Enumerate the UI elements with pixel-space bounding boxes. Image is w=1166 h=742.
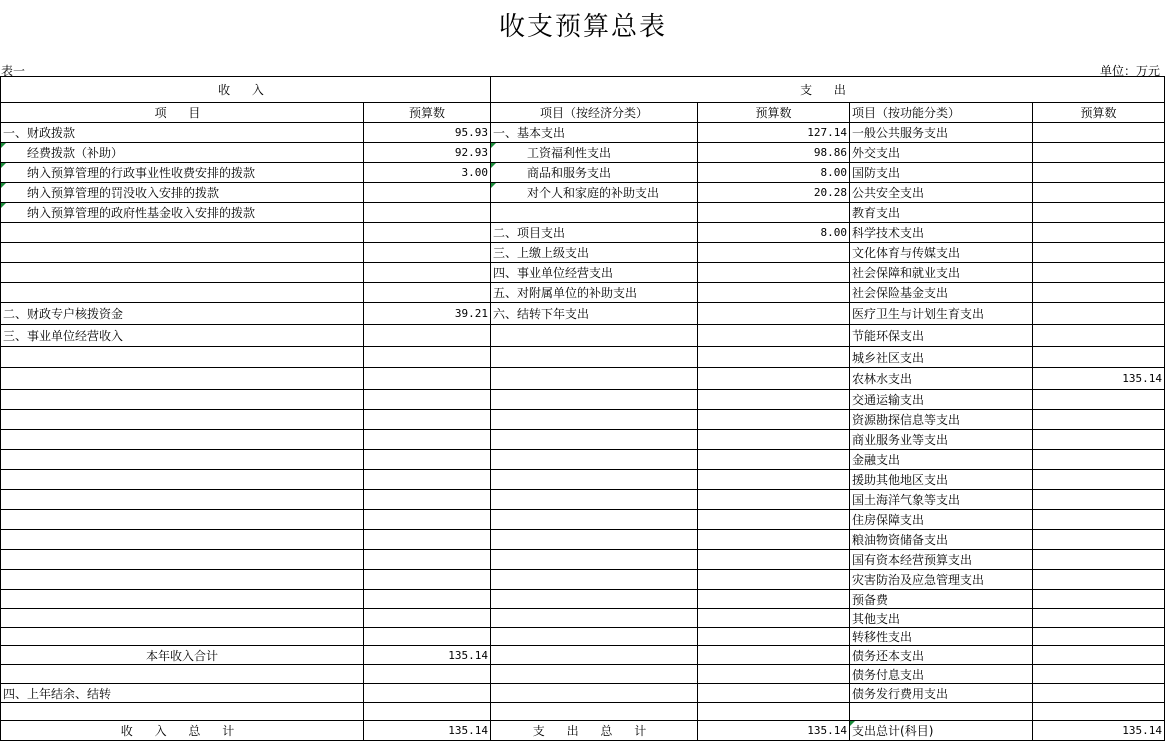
table-row — [1, 283, 1165, 303]
expense-section-header: 支 出 — [491, 77, 1165, 103]
func-item-cell: 转移性支出 — [850, 628, 1033, 646]
income-item-cell: 本年收入合计 — [1, 646, 364, 665]
func-budget-cell — [1033, 628, 1165, 646]
table-row — [1, 243, 1165, 263]
econ-budget-cell — [698, 646, 850, 665]
func-item-cell: 节能环保支出 — [850, 325, 1033, 347]
table-row — [1, 347, 1165, 368]
func-item-cell: 援助其他地区支出 — [850, 470, 1033, 490]
expense-total-label: 支 出 总 计 — [491, 721, 698, 741]
func-budget-cell — [1033, 470, 1165, 490]
table-row — [1, 203, 1165, 223]
table-row — [1, 590, 1165, 609]
unit-label: 单位：万元 — [1099, 64, 1160, 78]
econ-item-header: 项目（按经济分类） — [491, 103, 698, 123]
table-row — [1, 490, 1165, 510]
income-budget-cell — [364, 609, 491, 628]
income-budget-cell — [364, 470, 491, 490]
page-title: 收支预算总表 — [498, 12, 667, 42]
econ-budget-cell — [698, 703, 850, 721]
table-row — [1, 703, 1165, 721]
income-item-cell — [1, 628, 364, 646]
income-item-cell — [1, 243, 364, 263]
econ-budget-cell: 98.86 — [698, 143, 850, 163]
econ-item-cell: 工资福利性支出 — [491, 143, 698, 163]
func-budget-cell — [1033, 263, 1165, 283]
econ-budget-cell — [698, 430, 850, 450]
econ-item-cell — [491, 390, 698, 410]
econ-budget-cell — [698, 303, 850, 325]
income-item-cell — [1, 490, 364, 510]
func-budget-cell — [1033, 490, 1165, 510]
func-total-value: 135.14 — [1033, 721, 1165, 741]
econ-budget-header: 预算数 — [698, 103, 850, 123]
table-row — [1, 143, 1165, 163]
func-item-cell: 金融支出 — [850, 450, 1033, 470]
econ-budget-cell — [698, 490, 850, 510]
table-row — [1, 550, 1165, 570]
income-item-cell — [1, 410, 364, 430]
income-item-cell — [1, 665, 364, 684]
income-item-cell — [1, 368, 364, 390]
income-budget-cell — [364, 183, 491, 203]
table-row — [1, 368, 1165, 390]
econ-budget-cell — [698, 570, 850, 590]
func-item-cell: 农林水支出 — [850, 368, 1033, 390]
econ-budget-cell — [698, 368, 850, 390]
func-item-cell: 债务发行费用支出 — [850, 684, 1033, 703]
income-item-header: 项 目 — [1, 103, 364, 123]
func-item-cell: 其他支出 — [850, 609, 1033, 628]
econ-item-cell — [491, 470, 698, 490]
econ-budget-cell — [698, 243, 850, 263]
econ-item-cell — [491, 368, 698, 390]
income-item-cell — [1, 609, 364, 628]
income-item-cell: 纳入预算管理的政府性基金收入安排的拨款 — [1, 203, 364, 223]
func-budget-cell — [1033, 303, 1165, 325]
income-item-cell — [1, 390, 364, 410]
income-budget-header: 预算数 — [364, 103, 491, 123]
econ-budget-cell — [698, 550, 850, 570]
income-item-cell — [1, 530, 364, 550]
income-budget-cell — [364, 450, 491, 470]
income-item-cell — [1, 570, 364, 590]
econ-budget-cell — [698, 510, 850, 530]
income-item-cell — [1, 510, 364, 530]
func-item-cell — [850, 703, 1033, 721]
econ-item-cell — [491, 550, 698, 570]
income-budget-cell — [364, 223, 491, 243]
econ-item-cell: 对个人和家庭的补助支出 — [491, 183, 698, 203]
table-row — [1, 430, 1165, 450]
income-budget-cell — [364, 510, 491, 530]
income-item-cell: 四、上年结余、结转 — [1, 684, 364, 703]
func-budget-cell — [1033, 703, 1165, 721]
table-row — [1, 450, 1165, 470]
func-budget-cell — [1033, 570, 1165, 590]
func-item-cell: 医疗卫生与计划生育支出 — [850, 303, 1033, 325]
econ-item-cell — [491, 530, 698, 550]
expense-total-value: 135.14 — [698, 721, 850, 741]
income-budget-cell — [364, 628, 491, 646]
income-budget-cell — [364, 325, 491, 347]
econ-item-cell: 四、事业单位经营支出 — [491, 263, 698, 283]
func-item-cell: 公共安全支出 — [850, 183, 1033, 203]
income-budget-cell: 3.00 — [364, 163, 491, 183]
func-budget-cell — [1033, 550, 1165, 570]
func-item-cell: 住房保障支出 — [850, 510, 1033, 530]
econ-budget-cell — [698, 347, 850, 368]
table-row — [1, 325, 1165, 347]
income-item-cell — [1, 450, 364, 470]
econ-item-cell — [491, 703, 698, 721]
func-item-cell: 资源勘探信息等支出 — [850, 410, 1033, 430]
table-row — [1, 684, 1165, 703]
income-budget-cell: 95.93 — [364, 123, 491, 143]
table-row — [1, 390, 1165, 410]
econ-item-cell — [491, 570, 698, 590]
func-item-cell: 债务还本支出 — [850, 646, 1033, 665]
econ-item-cell — [491, 510, 698, 530]
income-item-cell — [1, 263, 364, 283]
income-budget-cell — [364, 570, 491, 590]
func-budget-cell — [1033, 143, 1165, 163]
func-item-cell: 灾害防治及应急管理支出 — [850, 570, 1033, 590]
func-item-cell: 交通运输支出 — [850, 390, 1033, 410]
income-item-cell — [1, 470, 364, 490]
income-budget-cell — [364, 243, 491, 263]
income-budget-cell: 92.93 — [364, 143, 491, 163]
func-item-cell: 商业服务业等支出 — [850, 430, 1033, 450]
econ-item-cell — [491, 684, 698, 703]
income-budget-cell — [364, 410, 491, 430]
table-row — [1, 223, 1165, 243]
econ-item-cell: 一、基本支出 — [491, 123, 698, 143]
econ-item-cell — [491, 450, 698, 470]
income-budget-cell — [364, 684, 491, 703]
func-budget-cell — [1033, 510, 1165, 530]
func-budget-cell — [1033, 163, 1165, 183]
func-item-cell: 债务付息支出 — [850, 665, 1033, 684]
econ-budget-cell — [698, 684, 850, 703]
econ-item-cell: 商品和服务支出 — [491, 163, 698, 183]
budget-table — [0, 76, 1165, 741]
table-row — [1, 609, 1165, 628]
income-item-cell — [1, 590, 364, 609]
econ-item-cell — [491, 347, 698, 368]
econ-budget-cell — [698, 390, 850, 410]
econ-budget-cell: 20.28 — [698, 183, 850, 203]
income-budget-cell — [364, 550, 491, 570]
func-item-cell: 文化体育与传媒支出 — [850, 243, 1033, 263]
total-row — [1, 721, 1165, 741]
func-budget-cell — [1033, 325, 1165, 347]
func-budget-cell — [1033, 530, 1165, 550]
func-total-label: 支出总计(科目) — [850, 721, 1033, 741]
func-item-cell: 城乡社区支出 — [850, 347, 1033, 368]
econ-budget-cell — [698, 263, 850, 283]
func-item-cell: 国防支出 — [850, 163, 1033, 183]
func-item-cell: 预备费 — [850, 590, 1033, 609]
func-item-cell: 国有资本经营预算支出 — [850, 550, 1033, 570]
table-row — [1, 510, 1165, 530]
econ-item-cell: 五、对附属单位的补助支出 — [491, 283, 698, 303]
func-item-cell: 教育支出 — [850, 203, 1033, 223]
func-budget-cell — [1033, 665, 1165, 684]
func-budget-cell — [1033, 223, 1165, 243]
func-item-cell: 国土海洋气象等支出 — [850, 490, 1033, 510]
func-budget-header: 预算数 — [1033, 103, 1165, 123]
econ-item-cell — [491, 410, 698, 430]
econ-item-cell — [491, 628, 698, 646]
income-item-cell: 纳入预算管理的罚没收入安排的拨款 — [1, 183, 364, 203]
income-item-cell — [1, 550, 364, 570]
income-item-cell — [1, 283, 364, 303]
income-budget-cell — [364, 283, 491, 303]
income-budget-cell: 135.14 — [364, 646, 491, 665]
econ-budget-cell — [698, 283, 850, 303]
func-budget-cell: 135.14 — [1033, 368, 1165, 390]
econ-budget-cell — [698, 450, 850, 470]
income-budget-cell — [364, 368, 491, 390]
income-section-header: 收 入 — [1, 77, 491, 103]
income-budget-cell: 39.21 — [364, 303, 491, 325]
table-row — [1, 163, 1165, 183]
income-item-cell — [1, 703, 364, 721]
func-item-cell: 科学技术支出 — [850, 223, 1033, 243]
income-item-cell — [1, 223, 364, 243]
income-budget-cell — [364, 263, 491, 283]
income-budget-cell — [364, 665, 491, 684]
income-total-value: 135.14 — [364, 721, 491, 741]
income-budget-cell — [364, 390, 491, 410]
func-budget-cell — [1033, 609, 1165, 628]
func-item-cell: 外交支出 — [850, 143, 1033, 163]
econ-budget-cell: 8.00 — [698, 223, 850, 243]
econ-item-cell — [491, 609, 698, 628]
econ-item-cell — [491, 590, 698, 609]
income-budget-cell — [364, 490, 491, 510]
table-row — [1, 183, 1165, 203]
income-item-cell: 三、事业单位经营收入 — [1, 325, 364, 347]
income-item-cell — [1, 430, 364, 450]
econ-item-cell — [491, 325, 698, 347]
income-budget-cell — [364, 347, 491, 368]
econ-budget-cell — [698, 325, 850, 347]
func-budget-cell — [1033, 123, 1165, 143]
econ-item-cell — [491, 665, 698, 684]
func-budget-cell — [1033, 430, 1165, 450]
func-budget-cell — [1033, 450, 1165, 470]
income-total-label: 收 入 总 计 — [1, 721, 364, 741]
table-number: 表一 — [1, 64, 26, 78]
income-budget-cell — [364, 430, 491, 450]
income-budget-cell — [364, 703, 491, 721]
table-row — [1, 530, 1165, 550]
func-item-header: 项目（按功能分类） — [850, 103, 1033, 123]
table-row — [1, 628, 1165, 646]
func-budget-cell — [1033, 203, 1165, 223]
table-row — [1, 665, 1165, 684]
func-item-cell: 社会保障和就业支出 — [850, 263, 1033, 283]
econ-item-cell: 三、上缴上级支出 — [491, 243, 698, 263]
table-row — [1, 123, 1165, 143]
income-item-cell: 纳入预算管理的行政事业性收费安排的拨款 — [1, 163, 364, 183]
func-budget-cell — [1033, 646, 1165, 665]
econ-budget-cell — [698, 665, 850, 684]
econ-item-cell: 二、项目支出 — [491, 223, 698, 243]
func-budget-cell — [1033, 283, 1165, 303]
income-item-cell: 经费拨款（补助） — [1, 143, 364, 163]
func-budget-cell — [1033, 347, 1165, 368]
econ-budget-cell — [698, 530, 850, 550]
income-budget-cell — [364, 590, 491, 609]
table-row — [1, 470, 1165, 490]
table-row — [1, 303, 1165, 325]
income-item-cell: 二、财政专户核拨资金 — [1, 303, 364, 325]
income-budget-cell — [364, 203, 491, 223]
econ-budget-cell — [698, 609, 850, 628]
func-item-cell: 一般公共服务支出 — [850, 123, 1033, 143]
table-row — [1, 646, 1165, 665]
econ-budget-cell: 8.00 — [698, 163, 850, 183]
econ-budget-cell — [698, 628, 850, 646]
econ-item-cell: 六、结转下年支出 — [491, 303, 698, 325]
econ-item-cell — [491, 430, 698, 450]
econ-item-cell — [491, 490, 698, 510]
econ-item-cell — [491, 203, 698, 223]
econ-item-cell — [491, 646, 698, 665]
income-budget-cell — [364, 530, 491, 550]
econ-budget-cell — [698, 203, 850, 223]
func-budget-cell — [1033, 390, 1165, 410]
func-budget-cell — [1033, 243, 1165, 263]
func-item-cell: 粮油物资储备支出 — [850, 530, 1033, 550]
income-item-cell — [1, 347, 364, 368]
func-budget-cell — [1033, 410, 1165, 430]
func-budget-cell — [1033, 183, 1165, 203]
income-item-cell: 一、财政拨款 — [1, 123, 364, 143]
econ-budget-cell — [698, 470, 850, 490]
func-budget-cell — [1033, 684, 1165, 703]
table-row — [1, 263, 1165, 283]
func-item-cell: 社会保险基金支出 — [850, 283, 1033, 303]
func-budget-cell — [1033, 590, 1165, 609]
econ-budget-cell — [698, 590, 850, 609]
econ-budget-cell — [698, 410, 850, 430]
table-row — [1, 570, 1165, 590]
econ-budget-cell: 127.14 — [698, 123, 850, 143]
table-row — [1, 410, 1165, 430]
